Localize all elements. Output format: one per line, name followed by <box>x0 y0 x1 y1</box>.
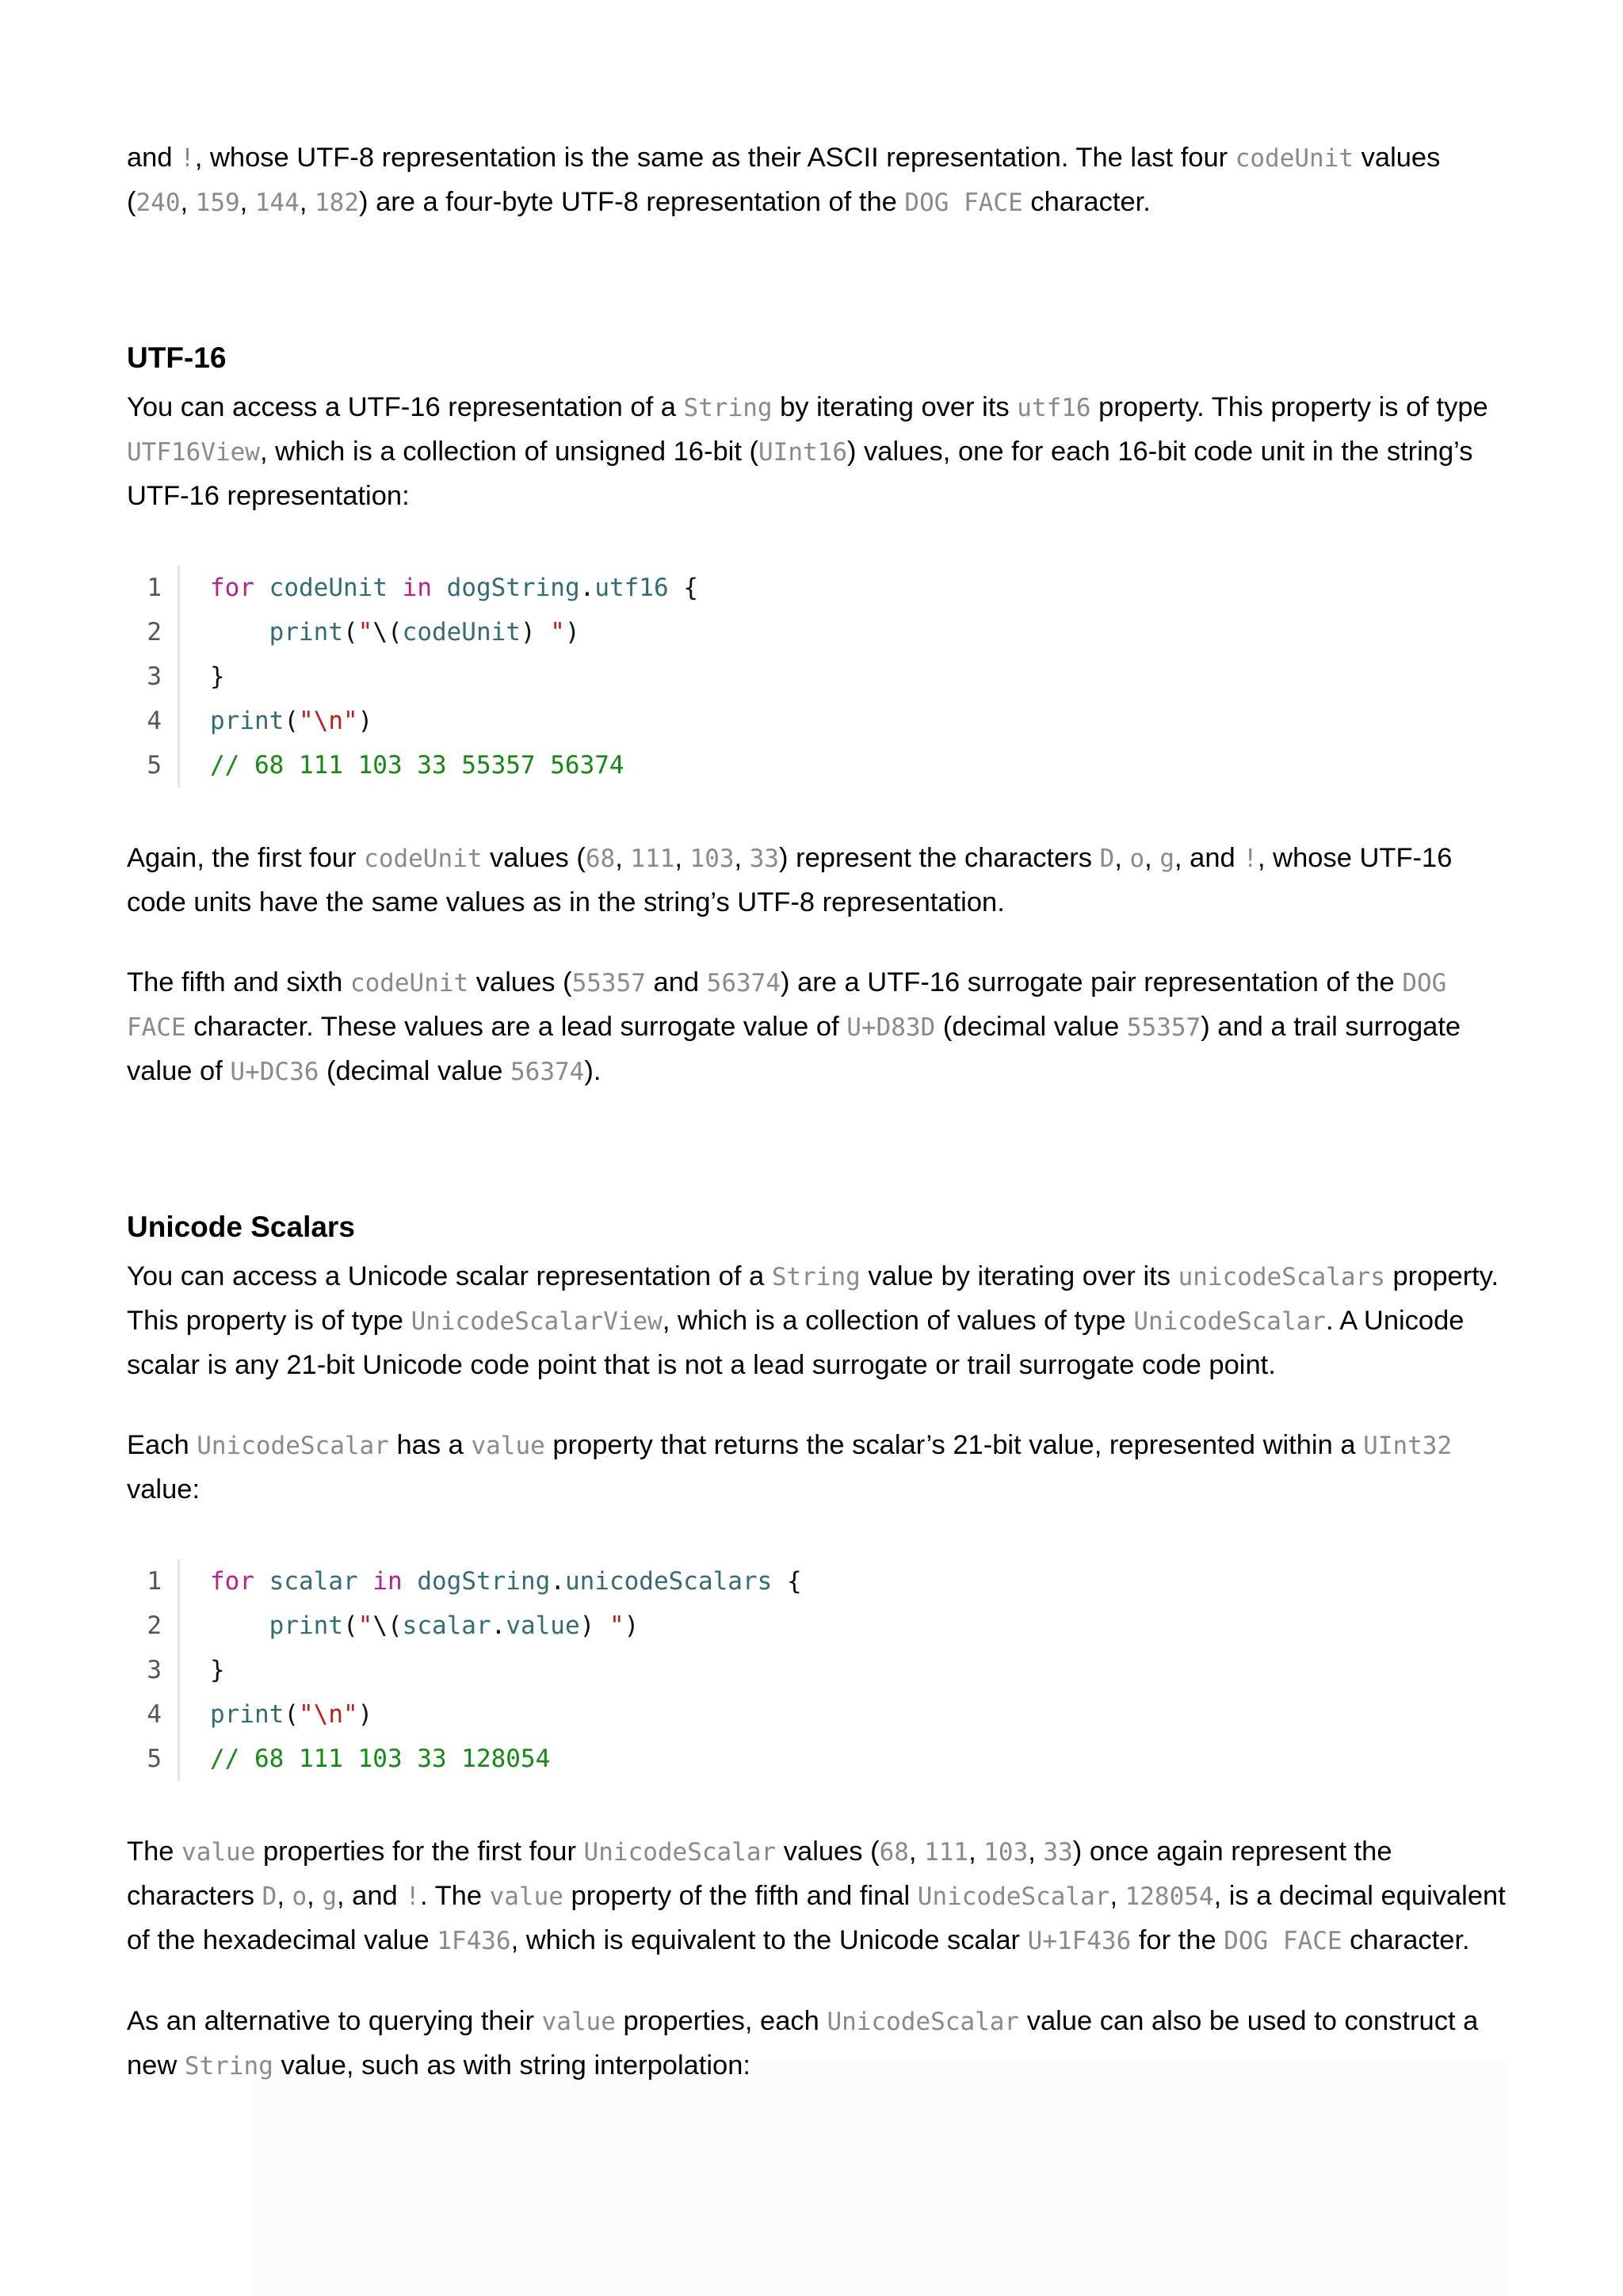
gutter-divider <box>178 1559 180 1604</box>
punctuation: . <box>491 1611 506 1640</box>
text: , <box>1028 1836 1044 1867</box>
text: character. These values are a lead surrogate value of <box>185 1012 847 1042</box>
code-comment: // 68 111 103 33 55357 56374 <box>210 751 624 780</box>
code-line <box>127 610 1506 654</box>
inline-code: D <box>1099 845 1115 873</box>
keyword: in <box>372 1567 403 1596</box>
gutter-divider <box>178 743 180 788</box>
keyword: in <box>402 574 432 602</box>
line-number: 3 <box>147 1656 162 1684</box>
inline-code: UInt16 <box>758 438 847 467</box>
code-text <box>210 574 698 602</box>
paragraph-utf8-summary <box>127 136 1506 225</box>
function-name: print <box>210 707 285 735</box>
code-text <box>210 707 372 735</box>
text: Again, the first four <box>127 843 365 873</box>
gutter-divider <box>178 699 180 743</box>
text: ) represent the characters <box>779 843 1100 873</box>
string-literal: "\n" <box>299 707 358 735</box>
inline-code: UnicodeScalar <box>917 1882 1110 1911</box>
paragraph-utf16-first-four <box>127 837 1506 925</box>
text: , and <box>337 1881 406 1911</box>
keyword: for <box>210 1567 254 1596</box>
text: ) are a UTF-16 surrogate pair representation of the <box>781 967 1403 997</box>
function-name: print <box>210 1700 285 1729</box>
inline-code: g <box>322 1882 338 1911</box>
text: , <box>968 1836 984 1867</box>
inline-code: 33 <box>1043 1838 1073 1867</box>
text: value can also be used to construct a new <box>127 2006 1479 2081</box>
inline-code: String <box>184 2052 273 2081</box>
text: (decimal value <box>935 1012 1127 1042</box>
paragraph-utf16-surrogates <box>127 961 1506 1094</box>
text: , is a decimal equivalent of the hexadecimal value <box>127 1881 1506 1955</box>
inline-code: 111 <box>630 845 675 873</box>
inline-code: UnicodeScalarView <box>411 1307 663 1336</box>
inline-code: 182 <box>315 189 360 217</box>
inline-code: value <box>489 1882 563 1911</box>
line-number: 5 <box>147 751 162 780</box>
string-literal: " <box>594 1611 624 1640</box>
inline-code: 68 <box>585 845 616 873</box>
text: , <box>1109 1881 1125 1911</box>
code-line <box>127 699 1506 743</box>
text: ) values, one for each 16-bit code unit in the string’s UTF-16 representation: <box>127 437 1473 511</box>
code-line <box>127 1604 1506 1648</box>
punctuation: . <box>579 574 595 602</box>
text: , <box>307 1881 323 1911</box>
inline-code: U+1F436 <box>1027 1927 1132 1955</box>
text: ) are a four-byte UTF-8 representation of the <box>359 187 905 217</box>
identifier: codeUnit <box>402 618 521 646</box>
inline-code: 128054 <box>1125 1882 1214 1911</box>
paragraph-scalar-values-explained <box>127 1830 1506 1963</box>
text: values ( <box>468 967 572 997</box>
inline-code: 1F436 <box>437 1927 511 1955</box>
inline-code: DOG FACE <box>904 189 1023 217</box>
text: ) once again represent the characters <box>127 1836 1392 1911</box>
code-text <box>210 618 580 646</box>
inline-code: ! <box>405 1882 421 1911</box>
inline-code: 33 <box>749 845 780 873</box>
line-number: 4 <box>147 1700 162 1729</box>
code-comment: // 68 111 103 33 128054 <box>210 1745 551 1773</box>
paragraph-utf16-intro <box>127 386 1506 518</box>
document-page <box>127 136 1506 2088</box>
gutter-divider <box>178 566 180 610</box>
text: value: <box>127 1474 200 1505</box>
code-block-unicode-scalars <box>127 1559 1506 1781</box>
text: , and <box>1174 843 1243 873</box>
interpolation: \( <box>372 1611 403 1640</box>
line-number: 1 <box>147 574 162 602</box>
inline-code: U+DC36 <box>230 1058 319 1086</box>
text: , <box>239 187 255 217</box>
text: values ( <box>127 143 1441 217</box>
text: ). <box>584 1056 601 1086</box>
code-line <box>127 566 1506 610</box>
text: by iterating over its <box>772 392 1018 422</box>
punctuation: ( <box>342 1611 358 1640</box>
line-number: 4 <box>147 707 162 735</box>
inline-code: codeUnit <box>364 845 483 873</box>
punctuation: } <box>210 1656 225 1684</box>
string-literal: "\n" <box>299 1700 358 1729</box>
punctuation: ) <box>579 1611 595 1640</box>
inline-code: utf16 <box>1017 394 1091 422</box>
code-block-background <box>254 2060 1506 2296</box>
text: properties for the first four <box>255 1836 584 1867</box>
inline-code: value <box>181 1838 256 1867</box>
text: , <box>1144 843 1160 873</box>
punctuation: ( <box>342 618 358 646</box>
paragraph-scalar-alternative <box>127 2000 1506 2088</box>
text: value, such as with string interpolation: <box>273 2050 751 2081</box>
text: value by iterating over its <box>860 1261 1178 1291</box>
text: has a <box>388 1430 472 1460</box>
inline-code: UTF16View <box>127 438 260 467</box>
text: , <box>277 1881 292 1911</box>
inline-code: codeUnit <box>349 969 469 997</box>
text: and <box>127 143 181 173</box>
section-heading-unicode-scalars: Unicode Scalars <box>127 1211 355 1243</box>
paragraph-scalars-intro <box>127 1255 1506 1387</box>
text: , <box>908 1836 925 1867</box>
punctuation: ( <box>284 1700 299 1729</box>
text: property of the fifth and final <box>563 1881 918 1911</box>
inline-code: 55357 <box>571 969 646 997</box>
text: , <box>674 843 690 873</box>
text: property. This property is of type <box>1090 392 1488 422</box>
string-literal: " <box>357 1611 373 1640</box>
text: property that returns the scalar’s 21-bit value, represented within a <box>544 1430 1364 1460</box>
paragraph-scalar-value <box>127 1424 1506 1512</box>
text: Each <box>127 1430 197 1460</box>
gutter-divider <box>178 1604 180 1648</box>
identifier: codeUnit <box>269 574 388 602</box>
gutter-divider <box>178 1692 180 1737</box>
text: , whose UTF-8 representation is the same as their ASCII representation. The last four <box>194 143 1235 173</box>
code-text <box>210 1567 802 1596</box>
code-line <box>127 1692 1506 1737</box>
text: , <box>615 843 631 873</box>
code-text <box>210 1611 639 1640</box>
text: for the <box>1131 1925 1224 1955</box>
code-line <box>127 1559 1506 1604</box>
gutter-divider <box>178 1737 180 1781</box>
inline-code: o <box>292 1882 307 1911</box>
inline-code: codeUnit <box>1235 144 1354 173</box>
text: values ( <box>482 843 586 873</box>
text: , which is a collection of unsigned 16-bit ( <box>259 437 758 467</box>
text: values ( <box>776 1836 880 1867</box>
identifier: scalar <box>402 1611 491 1640</box>
line-number: 3 <box>147 662 162 691</box>
punctuation: . <box>550 1567 565 1596</box>
inline-code: 103 <box>983 1838 1029 1867</box>
inline-code: 55357 <box>1126 1013 1201 1042</box>
inline-code: g <box>1159 845 1174 873</box>
text: , whose UTF-16 code units have the same values as in the string’s UTF-8 representation. <box>127 843 1453 917</box>
punctuation: ) <box>564 618 580 646</box>
identifier: utf16 <box>594 574 669 602</box>
text: . A Unicode scalar is any 21-bit Unicode code point that is not a lead surrogate or trail surrogate code point. <box>127 1306 1465 1380</box>
text: ) and a trail surrogate value of <box>127 1012 1461 1086</box>
text: You can access a Unicode scalar representation of a <box>127 1261 772 1291</box>
line-number: 1 <box>147 1567 162 1596</box>
text: , <box>180 187 196 217</box>
gutter-divider <box>178 654 180 699</box>
text: , <box>734 843 750 873</box>
code-line <box>127 1648 1506 1692</box>
text: The fifth and sixth <box>127 967 350 997</box>
punctuation: { <box>683 574 698 602</box>
inline-code: ! <box>180 144 195 173</box>
text: (decimal value <box>319 1056 511 1086</box>
inline-code: String <box>683 394 773 422</box>
identifier: scalar <box>269 1567 358 1596</box>
inline-code: 240 <box>136 189 181 217</box>
text: , which is equivalent to the Unicode scalar <box>510 1925 1028 1955</box>
inline-code: U+D83D <box>846 1013 936 1042</box>
text: As an alternative to querying their <box>127 2006 542 2036</box>
line-number: 5 <box>147 1745 162 1773</box>
inline-code: UnicodeScalar <box>827 2008 1020 2036</box>
function-name: print <box>269 618 343 646</box>
section-heading-utf16: UTF-16 <box>127 341 227 374</box>
gutter-divider <box>178 1648 180 1692</box>
text: , which is a collection of values of type <box>662 1306 1134 1336</box>
text: You can access a UTF-16 representation of a <box>127 392 684 422</box>
punctuation: ) <box>357 1700 373 1729</box>
text: property. This property is of type <box>127 1261 1499 1336</box>
text: , <box>1114 843 1130 873</box>
code-line <box>127 743 1506 788</box>
code-line <box>127 1737 1506 1781</box>
inline-code: 111 <box>924 1838 969 1867</box>
inline-code: UnicodeScalar <box>583 1838 777 1867</box>
text: character. <box>1342 1925 1470 1955</box>
code-text <box>210 662 225 691</box>
inline-code: DOG FACE <box>127 969 1447 1042</box>
identifier: dogString <box>417 1567 551 1596</box>
inline-code: D <box>262 1882 277 1911</box>
inline-code: String <box>771 1263 861 1291</box>
identifier: unicodeScalars <box>564 1567 773 1596</box>
text: The <box>127 1836 182 1867</box>
text: properties, each <box>615 2006 827 2036</box>
gutter-divider <box>178 610 180 654</box>
inline-code: o <box>1129 845 1145 873</box>
punctuation: ) <box>520 618 536 646</box>
string-literal: " <box>357 618 373 646</box>
inline-code: 159 <box>195 189 240 217</box>
inline-code: 68 <box>879 1838 909 1867</box>
keyword: for <box>210 574 254 602</box>
function-name: print <box>269 1611 343 1640</box>
inline-code: ! <box>1243 845 1258 873</box>
code-text <box>210 1700 372 1729</box>
inline-code: UInt32 <box>1363 1432 1453 1460</box>
inline-code: UnicodeScalar <box>197 1432 389 1460</box>
inline-code: 103 <box>689 845 735 873</box>
inline-code: unicodeScalars <box>1178 1263 1385 1291</box>
inline-code: 144 <box>254 189 300 217</box>
text: character. <box>1022 187 1151 217</box>
inline-code: 56374 <box>510 1058 585 1086</box>
punctuation: ) <box>624 1611 640 1640</box>
line-number: 2 <box>147 618 162 646</box>
code-text <box>210 1656 225 1684</box>
text: and <box>645 967 707 997</box>
punctuation: { <box>786 1567 802 1596</box>
punctuation: ( <box>284 707 299 735</box>
inline-code: DOG FACE <box>1224 1927 1342 1955</box>
punctuation: ) <box>357 707 373 735</box>
text: . The <box>420 1881 490 1911</box>
string-literal: " <box>535 618 565 646</box>
inline-code: value <box>541 2008 616 2036</box>
line-number: 2 <box>147 1611 162 1640</box>
punctuation: } <box>210 662 225 691</box>
identifier: dogString <box>446 574 580 602</box>
interpolation: \( <box>372 618 403 646</box>
code-block-utf16 <box>127 566 1506 788</box>
code-line <box>127 654 1506 699</box>
text: , <box>299 187 315 217</box>
identifier: value <box>506 1611 580 1640</box>
inline-code: value <box>471 1432 545 1460</box>
inline-code: 56374 <box>706 969 781 997</box>
inline-code: UnicodeScalar <box>1133 1307 1326 1336</box>
